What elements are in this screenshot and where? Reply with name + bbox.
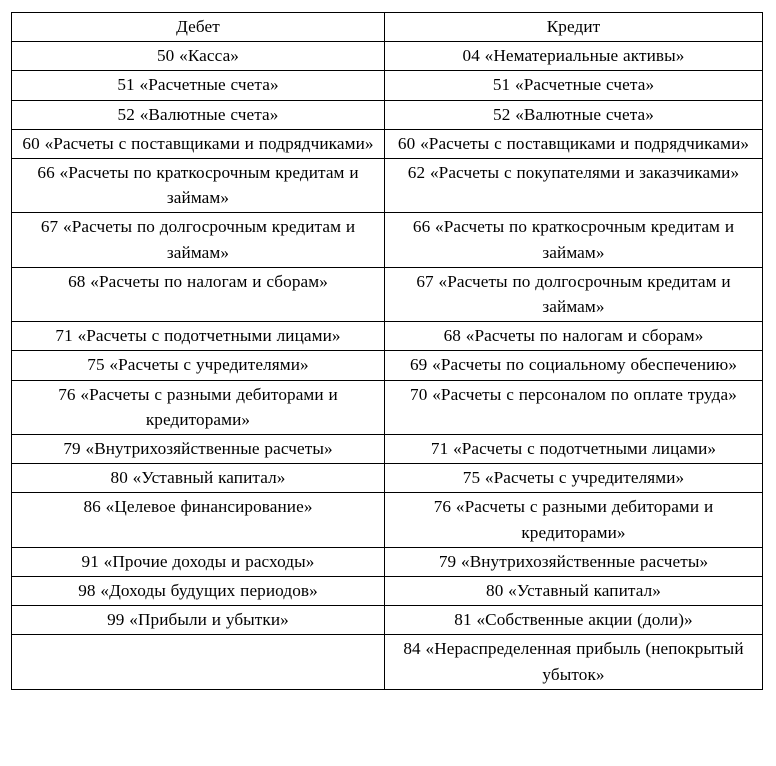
table-row [12,606,763,635]
table-row [12,322,763,351]
cell-debit: 79 «Внутрихозяйственные расчеты» [12,435,385,464]
cell-debit: 66 «Расчеты по краткосрочным кредитам и займам» [12,159,385,213]
cell-credit: 66 «Расчеты по краткосрочным кредитам и займам» [385,213,763,267]
table-row [12,493,763,547]
cell-debit: 86 «Целевое финансирование» [12,493,385,547]
cell-credit: 67 «Расчеты по долгосрочным кредитам и займам» [385,267,763,321]
table-row [12,351,763,380]
cell-credit: 84 «Нераспределенная прибыль (непокрытый убыток» [385,635,763,689]
accounts-correspondence-table [11,12,763,690]
table-row [12,435,763,464]
cell-credit: 51 «Расчетные счета» [385,71,763,100]
cell-debit: 51 «Расчетные счета» [12,71,385,100]
cell-credit: 69 «Расчеты по социальному обеспечению» [385,351,763,380]
cell-credit: 79 «Внутрихозяйственные расчеты» [385,547,763,576]
cell-credit: 76 «Расчеты с разными дебиторами и кредиторами» [385,493,763,547]
cell-debit: 76 «Расчеты с разными дебиторами и кредиторами» [12,380,385,434]
cell-debit [12,635,385,689]
cell-debit: 52 «Валютные счета» [12,100,385,129]
cell-credit: 68 «Расчеты по налогам и сборам» [385,322,763,351]
table-row [12,129,763,158]
cell-debit: 75 «Расчеты с учредителями» [12,351,385,380]
cell-credit: 81 «Собственные акции (доли)» [385,606,763,635]
cell-credit: 62 «Расчеты с покупателями и заказчиками» [385,159,763,213]
table-row [12,42,763,71]
cell-credit: 04 «Нематериальные активы» [385,42,763,71]
table-row [12,213,763,267]
column-header-debit: Дебет [12,13,385,42]
table-row [12,635,763,689]
cell-debit: 50 «Касса» [12,42,385,71]
table-header-row [12,13,763,42]
cell-debit: 98 «Доходы будущих периодов» [12,577,385,606]
table-row [12,71,763,100]
cell-credit: 60 «Расчеты с поставщиками и подрядчиками» [385,129,763,158]
cell-debit: 80 «Уставный капитал» [12,464,385,493]
table-row [12,577,763,606]
table-row [12,547,763,576]
cell-debit: 91 «Прочие доходы и расходы» [12,547,385,576]
cell-debit: 60 «Расчеты с поставщиками и подрядчиками» [12,129,385,158]
table-row [12,159,763,213]
table-row [12,464,763,493]
cell-credit: 71 «Расчеты с подотчетными лицами» [385,435,763,464]
table-row [12,380,763,434]
cell-debit: 99 «Прибыли и убытки» [12,606,385,635]
table-row [12,267,763,321]
column-header-credit: Кредит [385,13,763,42]
table-body [12,42,763,690]
cell-debit: 67 «Расчеты по долгосрочным кредитам и займам» [12,213,385,267]
cell-credit: 80 «Уставный капитал» [385,577,763,606]
cell-credit: 52 «Валютные счета» [385,100,763,129]
cell-credit: 70 «Расчеты с персоналом по оплате труда» [385,380,763,434]
table-row [12,100,763,129]
cell-credit: 75 «Расчеты с учредителями» [385,464,763,493]
cell-debit: 68 «Расчеты по налогам и сборам» [12,267,385,321]
cell-debit: 71 «Расчеты с подотчетными лицами» [12,322,385,351]
table-header [12,13,763,42]
